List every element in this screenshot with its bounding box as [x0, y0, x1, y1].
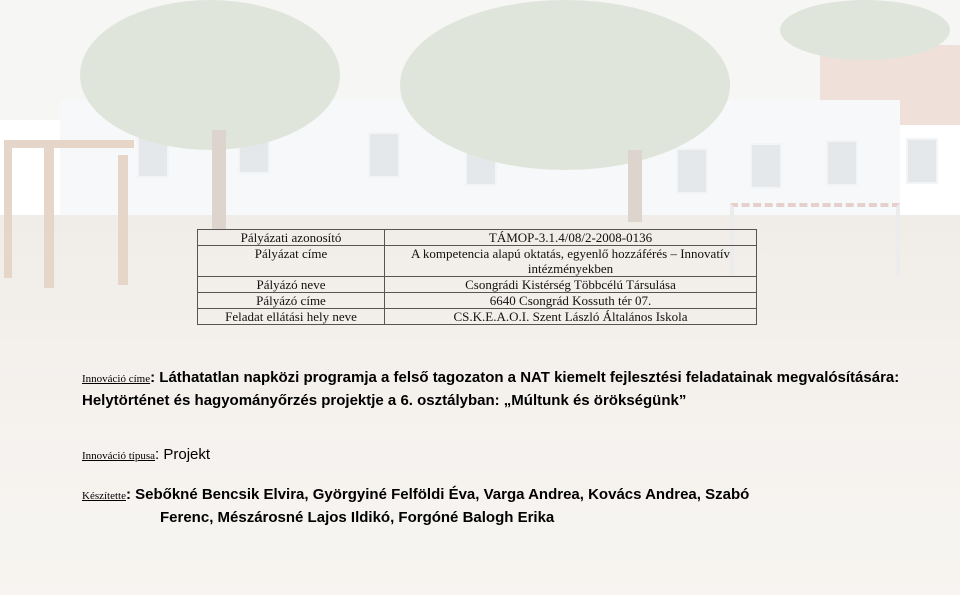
- innovation-type-label: Innováció típusa: [82, 450, 156, 462]
- table-row: [198, 309, 757, 325]
- authors-line-1: Sebőkné Bencsik Elvira, Györgyiné Felföldi Éva, Varga Andrea, Kovács Andrea, Szabó: [135, 486, 750, 503]
- table-row: [198, 246, 757, 277]
- table-row: [198, 293, 757, 309]
- row-label: Pályázó címe: [198, 293, 385, 309]
- row-label: Pályázati azonosító: [198, 230, 385, 246]
- innovation-title-section: Innováció címe: Láthatatlan napközi programja a felső tagozaton a NAT kiemelt fejlesztési feladatainak megvalósítására: Helytörténet és hagyományőrzés projektje a 6. osztályban: „Múltunk és örökségünk”: [82, 369, 900, 409]
- row-value: CS.K.E.A.O.I. Szent László Általános Iskola: [385, 309, 757, 325]
- row-value: 6640 Csongrád Kossuth tér 07.: [385, 293, 757, 309]
- row-label: Pályázó neve: [198, 277, 385, 293]
- row-value: Csongrádi Kistérség Többcélú Társulása: [385, 277, 757, 293]
- innovation-type-value: Projekt: [163, 446, 211, 463]
- innovation-title-label: Innováció címe: [82, 373, 151, 385]
- table-row: [198, 277, 757, 293]
- authors-label: Készítette: [82, 490, 126, 502]
- authors-line-2: Ferenc, Mészárosné Lajos Ildikó, Forgóné Balogh Erika: [160, 509, 555, 526]
- innovation-title-value: Láthatatlan napközi programja a felső tagozaton a NAT kiemelt fejlesztési feladatainak megvalósítására: Helytörténet és hagyományőrzés projektje a 6. osztályban: „Múltunk és örökségünk”: [82, 369, 900, 409]
- authors-section: Készítette: Sebőkné Bencsik Elvira, Györgyiné Felföldi Éva, Varga Andrea, Kovács Andrea, Szabó Ferenc, Mészárosné Lajos Ildikó, Forgóné Balogh Erika: [82, 484, 904, 528]
- row-value: A kompetencia alapú oktatás, egyenlő hozzáférés – Innovatív intézményekben: [385, 246, 757, 277]
- innovation-type-section: Innováció típusa: Projekt: [82, 446, 211, 463]
- project-info-table: [197, 229, 757, 325]
- row-value: TÁMOP-3.1.4/08/2-2008-0136: [385, 230, 757, 246]
- row-label: Pályázat címe: [198, 246, 385, 277]
- table-row: [198, 230, 757, 246]
- row-label: Feladat ellátási hely neve: [198, 309, 385, 325]
